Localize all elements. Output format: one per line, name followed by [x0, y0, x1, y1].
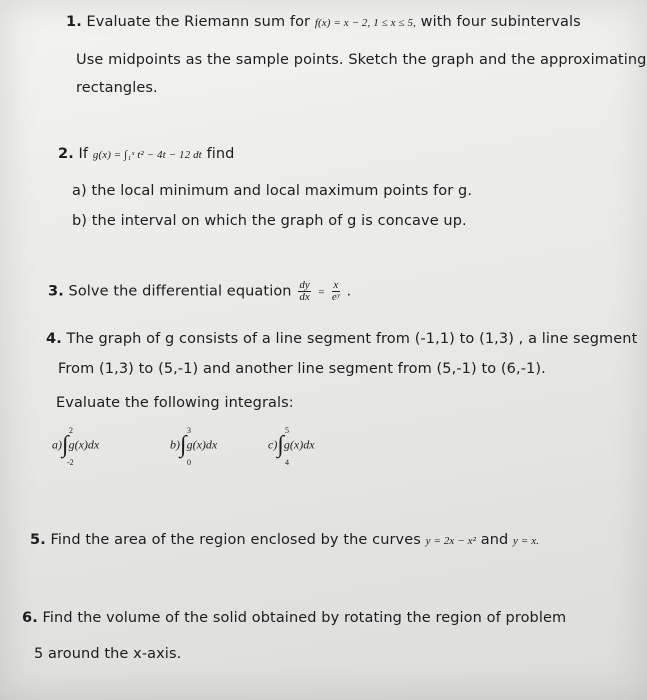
q4-integral-c [268, 426, 315, 467]
q6-text: Find the volume of the solid obtained by rotating the region of problem [42, 610, 567, 626]
q6-number: 6. [22, 610, 38, 626]
q4-number: 4. [46, 331, 62, 347]
q4-integral-a [52, 426, 100, 467]
q4-integral-b [170, 426, 218, 467]
q4-integral-a-upper: 2 [69, 426, 73, 435]
q3-lhs-den: dx [299, 291, 310, 303]
q1-line3: rectangles. [76, 80, 158, 96]
q4-line2: From (1,3) to (5,-1) and another line segment from (5,-1) to (6,-1). [58, 361, 546, 377]
q3-text: Solve the differential equation [68, 283, 292, 300]
integral-sign-icon: ∫ [62, 432, 69, 458]
q4-integral-b-body: g(x)dx [186, 437, 218, 452]
q1-line2: Use midpoints as the sample points. Sketch the graph and the approximating [76, 52, 647, 68]
q4-integral-a-label: a) [52, 437, 62, 452]
q1-formula: f(x) = x − 2, 1 ≤ x ≤ 5, [314, 17, 416, 29]
q2-number: 2. [58, 146, 74, 162]
q4-integral-a-body: g(x)dx [68, 437, 100, 452]
q5-curve1: y = 2x − x² [425, 535, 477, 547]
q5-text: Find the area of the region enclosed by the curves [50, 532, 421, 548]
q3-end: . [346, 283, 352, 300]
q4-integral-b-label: b) [170, 437, 180, 452]
q4-line3: Evaluate the following integrals: [56, 395, 294, 411]
q2-formula: g(x) = ∫₁ˣ t² − 4t − 12 dt [92, 149, 202, 161]
q2-if: If [78, 146, 89, 162]
q1-line1 [66, 14, 581, 30]
q1-number: 1. [66, 14, 82, 30]
q5-line [30, 532, 539, 548]
q6-line1 [22, 610, 566, 626]
q4-text: The graph of g consists of a line segment from (-1,1) to (1,3) , a line segment [66, 331, 638, 347]
q3-rhs-den: eʸ [331, 291, 340, 303]
q5-number: 5. [30, 532, 46, 548]
q4-integral-b-lower: 0 [187, 458, 191, 467]
q3-lhs-num: dy [299, 279, 310, 291]
q6-line2: 5 around the x-axis. [34, 646, 182, 662]
q1-tail: with four subintervals [420, 14, 581, 30]
q5-and: and [480, 532, 509, 548]
integral-sign-icon: ∫ [180, 432, 187, 458]
q4-integral-b-upper: 3 [187, 426, 191, 435]
q3-lhs-fraction [298, 280, 311, 303]
q4-integral-a-lower: -2 [67, 458, 74, 467]
q4-line1 [46, 331, 637, 347]
q3-number: 3. [48, 283, 64, 300]
q3-equals: = [317, 286, 326, 299]
q2-line1 [58, 146, 235, 162]
q3-rhs-num: x [333, 279, 339, 291]
q4-integral-c-lower: 4 [285, 458, 289, 467]
q1-text: Evaluate the Riemann sum for [86, 14, 311, 30]
q4-integral-c-upper: 5 [285, 426, 289, 435]
q3-line [48, 280, 351, 303]
q5-curve2: y = x. [513, 535, 540, 547]
q2-find: find [206, 146, 235, 162]
integral-sign-icon: ∫ [277, 432, 284, 458]
q3-rhs-fraction [332, 280, 340, 303]
q2-part-a: a) the local minimum and local maximum points for g. [72, 183, 473, 199]
q4-integral-c-label: c) [268, 437, 278, 452]
q4-integral-c-body: g(x)dx [283, 437, 315, 452]
q2-part-b: b) the interval on which the graph of g is concave up. [72, 213, 467, 229]
